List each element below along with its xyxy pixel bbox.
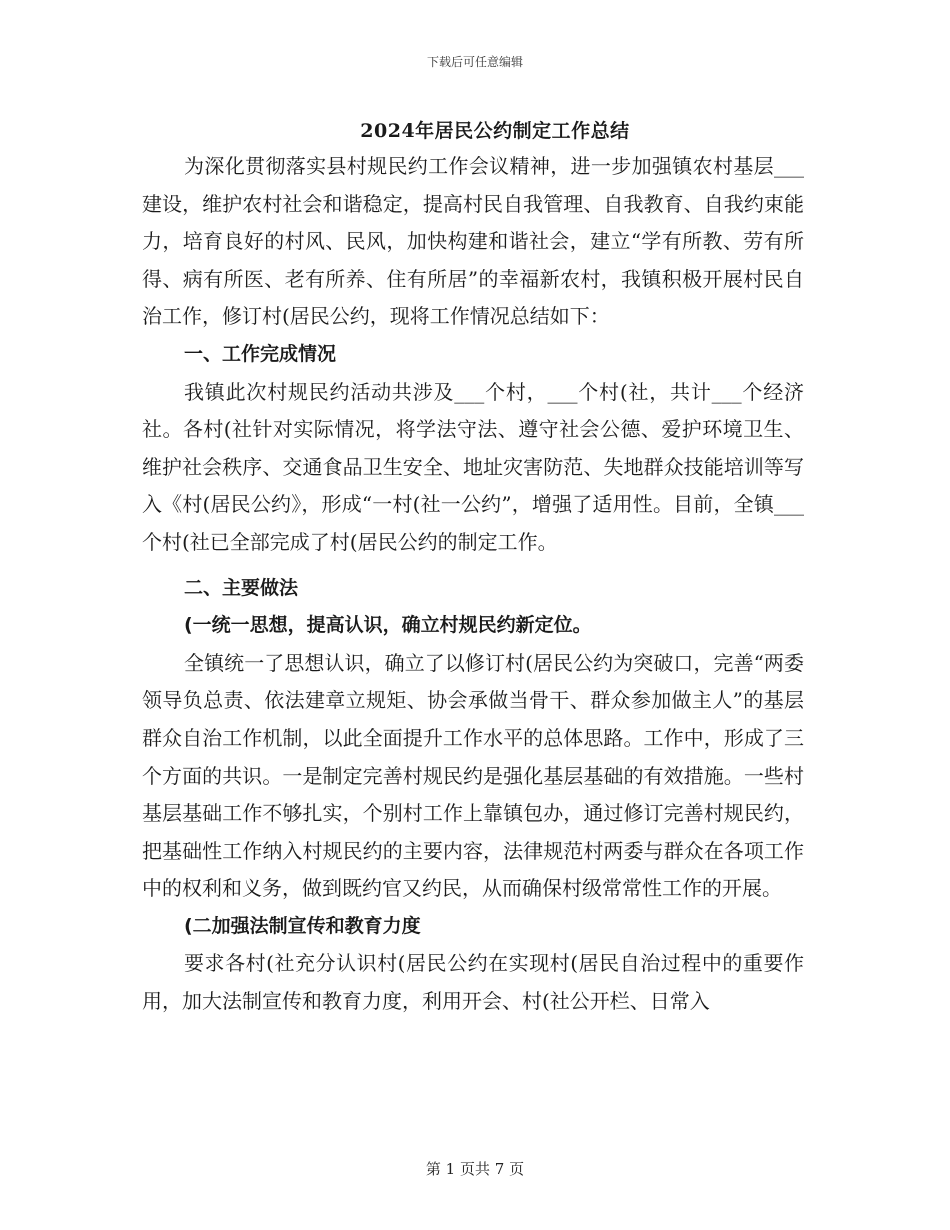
section1-heading: 一、工作完成情况 — [184, 342, 337, 365]
section2-heading: 二、主要做法 — [184, 576, 299, 599]
subsection2-paragraph: 要求各村(社充分认识村(居民公约在实现村(居民自治过程中的重要作用，加大法制宣传和教育力度，利用开会、村(社公开栏、日常入 — [142, 951, 804, 1014]
header-note: 下载后可任意编辑 — [426, 55, 523, 69]
section1-paragraph: 我镇此次村规民约活动共涉及___个村，___个村(社，共计___个经济社。各村(社针对实际情况，将学法守法、遵守社会公德、爱护环境卫生、维护社会秩序、交通食品卫生安全、地址灾害防范、失地群众技能培训等写入《村(居民公约》，形成“一村(社一公约”，增强了适用性。目前，全镇___个村(社已全部完成了村(居民公约的制定工作。 — [142, 379, 804, 554]
subsection1-paragraph: 全镇统一了思想认识，确立了以修订村(居民公约为突破口，完善“两委领导负总责、依法建章立规矩、协会承做当骨干、群众参加做主人”的基层群众自治工作机制，以此全面提升工作水平的总体思路。工作中，形成了三个方面的共识。一是制定完善村规民约是强化基层基础的有效措施。一些村基层基础工作不够扎实，个别村工作上靠镇包办，通过修订完善村规民约，把基础性工作纳入村规民约的主要内容，法律规范村两委与群众在各项工作中的权利和义务，做到既约官又约民，从而确保村级常常性工作的开展。 — [142, 650, 804, 901]
page-footer: 第 1 页共 7 页 — [425, 1160, 525, 1178]
intro-paragraph: 为深化贯彻落实县村规民约工作会议精神，进一步加强镇农村基层___建设，维护农村社会和谐稳定，提高村民自我管理、自我教育、自我约束能力，培育良好的村风、民风，加快构建和谐社会，建立“学有所教、劳有所得、病有所医、老有所养、住有所居”的幸福新农村，我镇积极开展村民自治工作，修订村(居民公约，现将工作情况总结如下： — [142, 154, 804, 329]
document-body — [142, 148, 804, 1021]
subsection2-heading: (二加强法制宣传和教育力度 — [184, 914, 421, 937]
spacer — [142, 562, 804, 570]
document-title: 2024年居民公约制定工作总结 — [360, 120, 630, 142]
subsection1-heading: (一统一思想，提高认识，确立村规民约新定位。 — [184, 614, 592, 637]
